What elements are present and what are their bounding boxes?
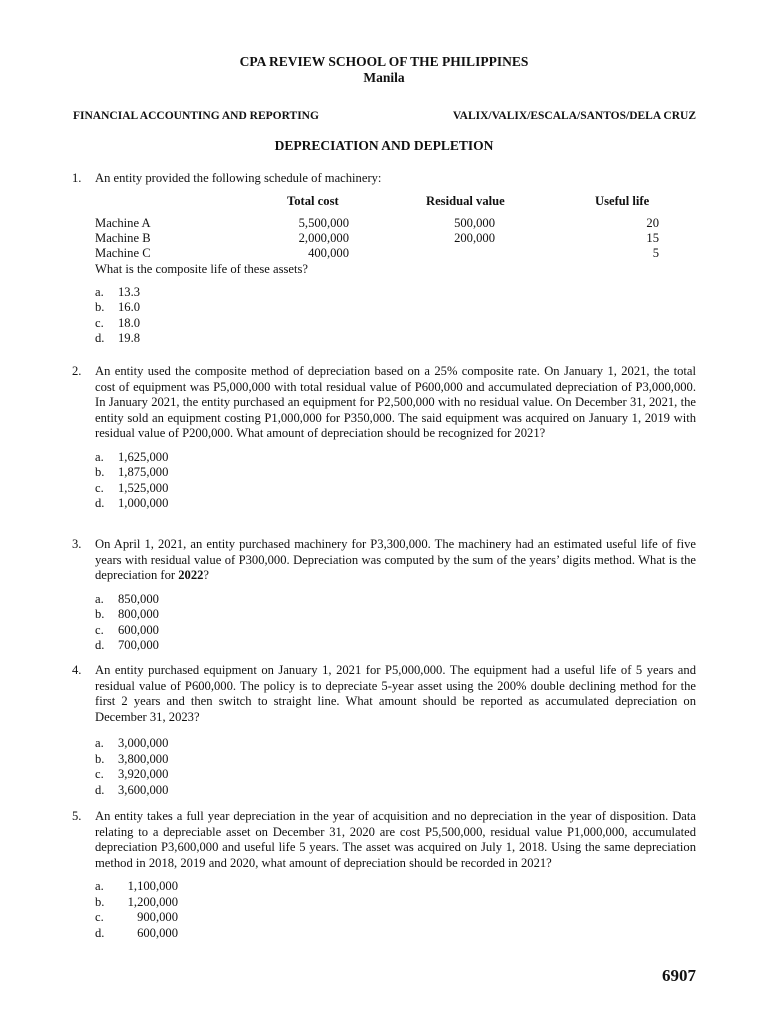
choice-label: a. xyxy=(95,284,104,299)
choice-label: a. xyxy=(95,736,104,751)
answer-choices xyxy=(95,285,696,347)
choice-value: 3,000,000 xyxy=(118,736,169,751)
machinery-schedule xyxy=(95,194,696,260)
choice-value: 600,000 xyxy=(137,925,178,940)
school-city: Manila xyxy=(363,70,405,85)
choice-label: c. xyxy=(95,480,104,495)
question-text: An entity purchased equipment on January 1, 2021 for P5,000,000. The equipment had a useful life of 5 years and residual value of P600,000. The policy is to depreciate 5-year asset using the 200% double declining method for the first 2 years and then switch to straight line. What amount should be reported as accumulated depreciation on December 31, 2023? xyxy=(95,663,696,724)
machine-cost: 2,000,000 xyxy=(298,230,349,245)
choice-label: d. xyxy=(95,782,105,797)
choice-value: 3,920,000 xyxy=(118,767,169,782)
choice[interactable] xyxy=(95,300,696,316)
choice[interactable] xyxy=(95,879,696,895)
schedule-row xyxy=(95,246,695,261)
choice-label: d. xyxy=(95,925,105,940)
question-number: 5. xyxy=(72,809,82,823)
machine-cost: 5,500,000 xyxy=(298,215,349,230)
choice-value: 1,200,000 xyxy=(127,894,178,909)
choice-label: a. xyxy=(95,591,104,606)
schedule-row xyxy=(95,231,695,246)
choice-label: d. xyxy=(95,638,105,653)
page-number: 6907 xyxy=(662,966,696,985)
choice[interactable] xyxy=(95,736,696,752)
question-4 xyxy=(72,663,696,798)
machine-cost: 400,000 xyxy=(308,245,349,260)
machine-residual: 200,000 xyxy=(454,230,495,245)
machine-residual: 500,000 xyxy=(454,215,495,230)
question-text-part: ? xyxy=(203,568,209,583)
question-3 xyxy=(72,537,696,654)
choice[interactable] xyxy=(95,607,696,623)
choice[interactable] xyxy=(95,592,696,608)
topic-title: DEPRECIATION AND DEPLETION xyxy=(274,138,494,153)
choice-label: b. xyxy=(95,465,105,480)
choice-value: 1,100,000 xyxy=(127,879,178,894)
question-number: 3. xyxy=(72,537,82,551)
choice[interactable] xyxy=(95,926,696,942)
machine-name: Machine C xyxy=(95,245,151,260)
choice[interactable] xyxy=(95,783,696,799)
choice-value: 700,000 xyxy=(118,638,159,653)
choice[interactable] xyxy=(95,895,696,911)
choice[interactable] xyxy=(95,623,696,639)
authors: VALIX/VALIX/ESCALA/SANTOS/DELA CRUZ xyxy=(452,110,696,122)
col-total-cost: Total cost xyxy=(287,193,339,208)
question-text: An entity provided the following schedule of machinery: xyxy=(95,171,382,185)
school-name: CPA REVIEW SCHOOL OF THE PHILIPPINES xyxy=(239,54,529,69)
choice-value: 16.0 xyxy=(118,300,141,315)
answer-choices xyxy=(95,879,696,941)
question-prompt: What is the composite life of these assets? xyxy=(95,261,308,276)
col-residual-value: Residual value xyxy=(426,193,505,208)
question-number: 4. xyxy=(72,663,82,677)
choice[interactable] xyxy=(95,481,696,497)
choice-label: a. xyxy=(95,449,104,464)
choice-label: c. xyxy=(95,767,104,782)
choice-label: d. xyxy=(95,496,105,511)
choice[interactable] xyxy=(95,465,696,481)
choice-value: 13.3 xyxy=(118,284,141,299)
question-5 xyxy=(72,809,696,941)
machine-life: 5 xyxy=(652,245,659,260)
choice[interactable] xyxy=(95,316,696,332)
choice[interactable] xyxy=(95,331,696,347)
schedule-row xyxy=(95,216,695,231)
question-text-part: On April 1, 2021, an entity purchased machinery for P3,300,000. The machinery had an estimated useful life of five years with residual value of P300,000. Depreciation was computed by the sum of the years’ digits method. What is the depreciation for xyxy=(95,537,696,583)
choice-value: 3,800,000 xyxy=(118,751,169,766)
choice-label: b. xyxy=(95,751,105,766)
choice-label: b. xyxy=(95,607,105,622)
choice-value: 600,000 xyxy=(118,622,159,637)
choice-label: c. xyxy=(95,622,104,637)
choice-value: 1,875,000 xyxy=(118,465,169,480)
machine-name: Machine B xyxy=(95,230,151,245)
question-text: An entity takes a full year depreciation in the year of acquisition and no depreciation in the year of disposition. Data relating to a depreciable asset on December 31, 2020 are cost P5,500,000, residual value P1,000,000, accumulated depreciation P3,600,000 and useful life 5 years. The asset was acquired on July 1, 2018. Using the same depreciation method in 2018, 2019 and 2020, what amount of depreciation should be recorded in 2021? xyxy=(95,809,696,870)
choice-label: d. xyxy=(95,331,105,346)
choice-label: c. xyxy=(95,910,104,925)
machine-name: Machine A xyxy=(95,215,151,230)
choice-label: c. xyxy=(95,315,104,330)
choice-value: 900,000 xyxy=(137,910,178,925)
choice-value: 1,000,000 xyxy=(118,496,169,511)
machine-life: 15 xyxy=(646,230,659,245)
subject-title: FINANCIAL ACCOUNTING AND REPORTING xyxy=(73,110,319,122)
choice-label: b. xyxy=(95,894,105,909)
question-text xyxy=(95,537,696,584)
choice[interactable] xyxy=(95,910,696,926)
choice[interactable] xyxy=(95,450,696,466)
choice[interactable] xyxy=(95,767,696,783)
question-number: 1. xyxy=(72,171,82,185)
answer-choices xyxy=(95,450,696,512)
col-useful-life: Useful life xyxy=(595,193,650,208)
choice[interactable] xyxy=(95,752,696,768)
question-1 xyxy=(72,171,696,347)
choice[interactable] xyxy=(95,638,696,654)
choice[interactable] xyxy=(95,496,696,512)
choice-label: b. xyxy=(95,300,105,315)
choice-value: 800,000 xyxy=(118,607,159,622)
choice[interactable] xyxy=(95,285,696,301)
choice-value: 19.8 xyxy=(118,331,141,346)
choice-label: a. xyxy=(95,879,104,894)
choice-value: 850,000 xyxy=(118,591,159,606)
question-text: An entity used the composite method of depreciation based on a 25% composite rate. On January 1, 2021, the total cost of equipment was P5,000,000 with total residual value of P600,000 and accumulated depreciation of P3,000,000. In January 2021, the entity purchased an equipment for P2,500,000 with no residual value. On December 31, 2021, the entity sold an equipment costing P1,000,000 for P350,000. The said equipment was acquired on January 1, 2019 with residual value of P200,000. What amount of depreciation should be recognized for 2021? xyxy=(95,364,696,441)
question-emphasis: 2022 xyxy=(178,568,204,583)
answer-choices xyxy=(95,736,696,798)
choice-value: 3,600,000 xyxy=(118,782,169,797)
choice-value: 1,525,000 xyxy=(118,480,169,495)
choice-value: 1,625,000 xyxy=(118,449,169,464)
choice-value: 18.0 xyxy=(118,315,141,330)
machine-life: 20 xyxy=(646,215,659,230)
question-number: 2. xyxy=(72,364,82,378)
answer-choices xyxy=(95,592,696,654)
question-2 xyxy=(72,364,696,512)
